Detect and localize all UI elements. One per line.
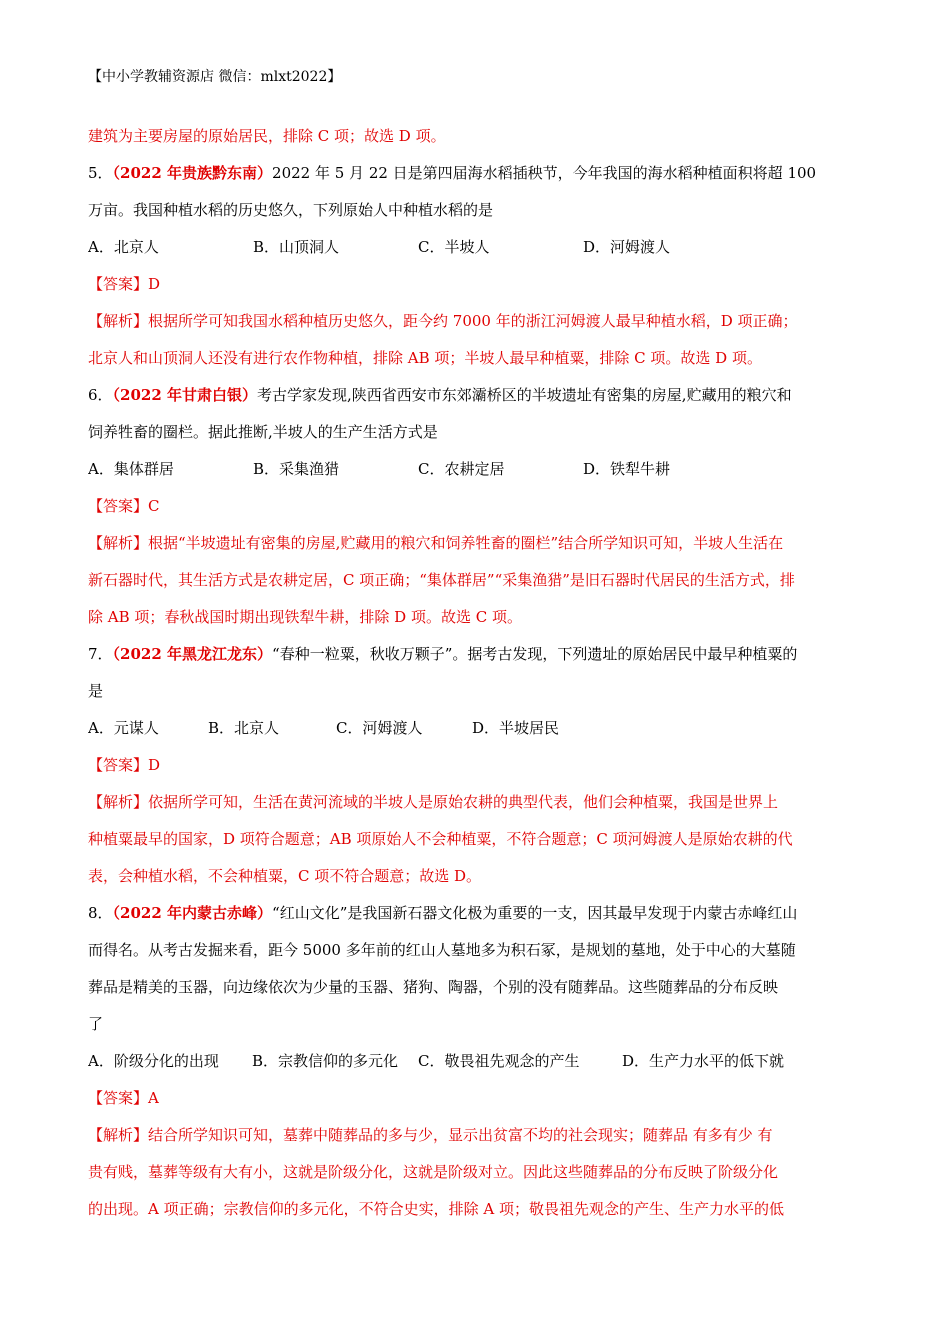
option-c: C．河姆渡人 [336,719,423,737]
question-stem-line: 饲养牲畜的圈栏。据此推断,半坡人的生产生活方式是 [88,423,438,441]
question-stem-text: 考古学家发现,陕西省西安市东郊灞桥区的半坡遗址有密集的房屋,贮藏用的粮穴和 [257,386,792,404]
option-a: A．北京人 [88,238,159,256]
analysis-line: 表，会种植水稻，不会种植粟，C 项不符合题意；故选 D。 [88,867,482,885]
question-source: （2022 年甘肃白银） [112,386,258,404]
question-stem-line: 葬品是精美的玉器，向边缘依次为少量的玉器、猪狗、陶器，个别的没有随葬品。这些随葬品的分布反映 [88,978,779,996]
options-row [88,710,864,747]
analysis-line: 【解析】结合所学知识可知，墓葬中随葬品的多与少，显示出贫富不均的社会现实；随葬品 有多有少 有 [88,1126,773,1144]
question-number: 7． [88,645,113,663]
question-stem-text: “红山文化”是我国新石器文化极为重要的一支，因其最早发现于内蒙古赤峰红山 [272,904,798,922]
question-stem-line [88,155,864,192]
question-number: 6． [88,386,113,404]
answer-line: 【答案】D [88,756,161,774]
analysis-line: 北京人和山顶洞人还没有进行农作物种植，排除 AB 项；半坡人最早种植粟，排除 C 项。故选 D 项。 [88,349,762,367]
answer-line: 【答案】C [88,497,160,515]
analysis-line: 新石器时代，其生活方式是农耕定居，C 项正确；“集体群居”“采集渔猎”是旧石器时代居民的生活方式，排 [88,571,795,589]
option-a: A．集体群居 [88,460,174,478]
question-stem-line: 而得名。从考古发掘来看，距今 5000 多年前的红山人墓地多为积石冢，是规划的墓地，处于中心的大墓随 [88,941,796,959]
page-header: 【中小学教辅资源店 微信：mlxt2022】 [88,69,342,85]
question-number: 5． [88,164,113,182]
option-a: A．元谋人 [88,719,159,737]
continued-analysis-line: 建筑为主要房屋的原始居民，排除 C 项；故选 D 项。 [88,127,446,145]
question-stem-line [88,636,864,673]
question-5 [88,155,864,377]
analysis-line: 贵有贱，墓葬等级有大有小，这就是阶级分化，这就是阶级对立。因此这些随葬品的分布反映了阶级分化 [88,1163,779,1181]
analysis-line: 【解析】根据“半坡遗址有密集的房屋,贮藏用的粮穴和饲养牲畜的圈栏”结合所学知识可知，半坡人生活在 [88,534,784,552]
option-b: B．宗教信仰的多元化 [252,1052,399,1070]
question-6 [88,377,864,636]
option-b: B．山顶洞人 [253,238,340,256]
options-row [88,451,864,488]
question-number: 8． [88,904,113,922]
analysis-line: 【解析】依据所学可知，生活在黄河流域的半坡人是原始农耕的典型代表，他们会种植粟，我国是世界上 [88,793,779,811]
question-stem-line [88,377,864,414]
option-b: B．北京人 [208,719,280,737]
option-c: C．农耕定居 [418,460,505,478]
analysis-line: 的出现。A 项正确；宗教信仰的多元化，不符合史实，排除 A 项；敬畏祖先观念的产生、生产力水平的低 [88,1200,784,1218]
question-stem-text: “春种一粒粟，秋收万颗子”。据考古发现，下列遗址的原始居民中最早种植粟的 [272,645,798,663]
answer-line: 【答案】D [88,275,161,293]
options-row [88,229,864,266]
question-stem-line: 了 [88,1015,104,1033]
question-source: （2022 年黑龙江龙东） [112,645,273,663]
option-d: D．生产力水平的低下就 [622,1052,785,1070]
option-a: A．阶级分化的出现 [88,1052,219,1070]
option-b: B．采集渔猎 [253,460,340,478]
option-d: D．半坡居民 [472,719,560,737]
question-8 [88,895,864,1228]
question-stem-line: 是 [88,682,104,700]
analysis-line: 种植粟最早的国家，D 项符合题意；AB 项原始人不会种植粟，不符合题意；C 项河姆渡人是原始农耕的代 [88,830,793,848]
answer-line: 【答案】A [88,1089,159,1107]
document-body [88,118,864,1228]
question-stem-line [88,895,864,932]
option-c: C．半坡人 [418,238,490,256]
analysis-line: 【解析】根据所学可知我国水稻种植历史悠久，距今约 7000 年的浙江河姆渡人最早种植水稻，D 项正确； [88,312,798,330]
question-stem-text: 2022 年 5 月 22 日是第四届海水稻插秧节，今年我国的海水稻种植面积将超 100 [272,164,817,182]
option-c: C．敬畏祖先观念的产生 [418,1052,580,1070]
option-d: D．铁犁牛耕 [583,460,671,478]
question-stem-line: 万亩。我国种植水稻的历史悠久，下列原始人中种植水稻的是 [88,201,494,219]
options-row [88,1043,864,1080]
option-d: D．河姆渡人 [583,238,671,256]
question-source: （2022 年贵族黔东南） [112,164,273,182]
analysis-line: 除 AB 项；春秋战国时期出现铁犁牛耕，排除 D 项。故选 C 项。 [88,608,522,626]
question-7 [88,636,864,895]
question-source: （2022 年内蒙古赤峰） [112,904,273,922]
